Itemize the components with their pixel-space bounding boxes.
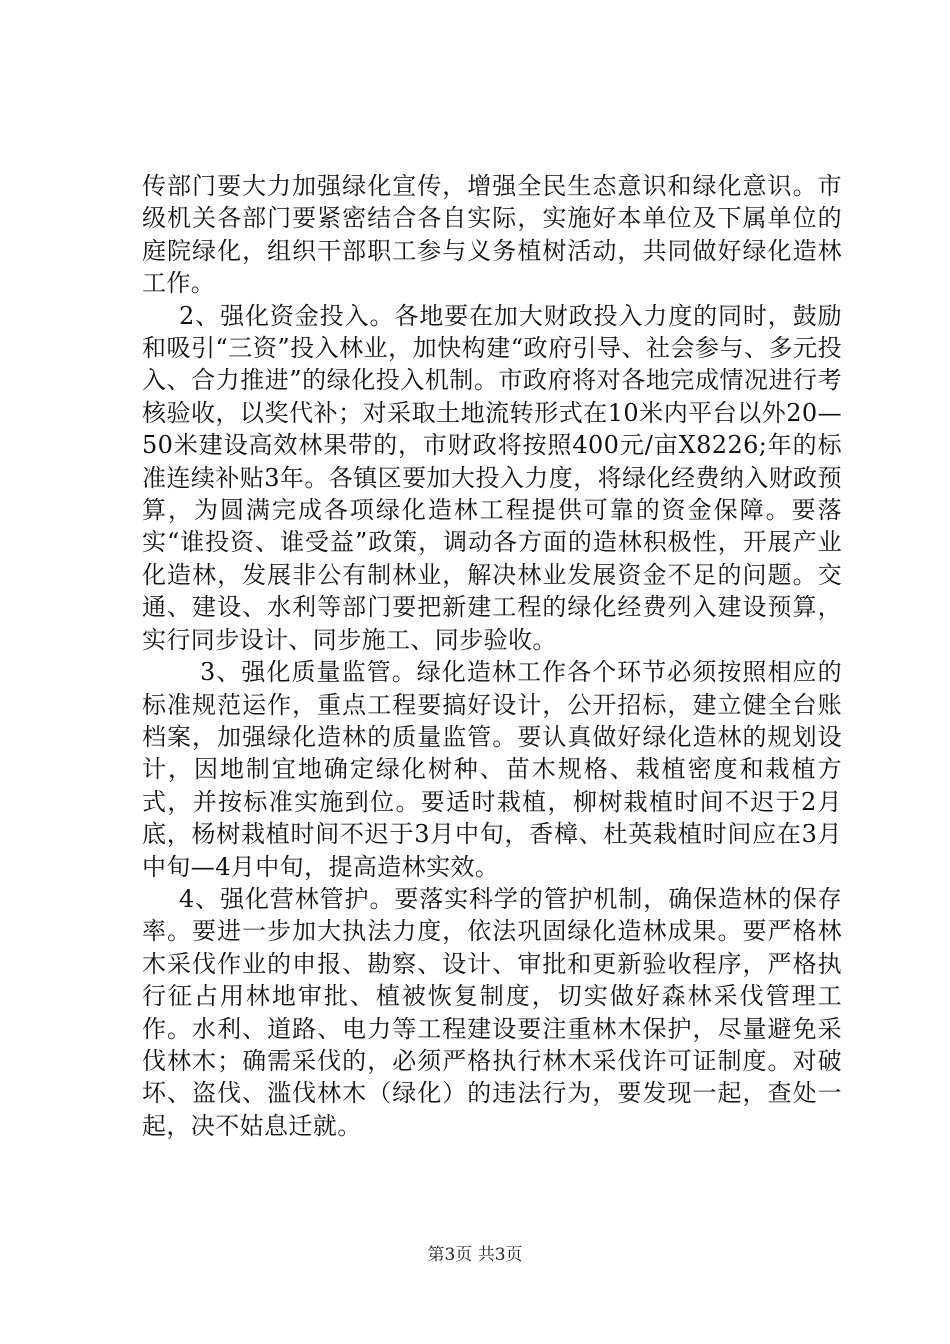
paragraph-funding-investment: 2、强化资金投入。各地要在加大财政投入力度的同时，鼓励和吸引“三资”投入林业，加快构建“政府引导、社会参与、多元投入、合力推进”的绿化投入机制。市政府将对各地完成情况进行考核验收，以奖代补；对采取土地流转形式在10米内平台以外20—50米建设高效林果带的，市财政将按照400元/亩X8226;年的标准连续补贴3年。各镇区要加大投入力度，将绿化经费纳入财政预算，为圆满完成各项绿化造林工程提供可靠的资金保障。要落实“谁投资、谁受益”政策，调动各方面的造林积极性，开展产业化造林，发展非公有制林业，解决林业发展资金不足的问题。交通、建设、水利等部门要把新建工程的绿化经费列入建设预算，实行同步设计、同步施工、同步验收。 [142, 301, 842, 654]
page-footer: 第3页 共3页 [427, 1245, 523, 1265]
paragraph-continuation: 传部门要大力加强绿化宣传，增强全民生态意识和绿化意识。市级机关各部门要紧密结合各自实际，实施好本单位及下属单位的庭院绿化，组织干部职工参与义务植树活动，共同做好绿化造林工作。 [142, 172, 842, 298]
paragraph-quality-supervision: 3、强化质量监管。绿化造林工作各个环节必须按照相应的标准规范运作，重点工程要搞好设计，公开招标，建立健全台账档案，加强绿化造林的质量监管。要认真做好绿化造林的规划设计，因地制宜地确定绿化树种、苗木规格、栽植密度和栽植方式，并按标准实施到位。要适时栽植，柳树栽植时间不迟于2月底，杨树栽植时间不迟于3月中旬，香樟、杜英栽植时间应在3月中旬—4月中旬，提高造林实效。 [142, 658, 842, 881]
document-body [142, 170, 842, 1142]
paragraph-forest-management: 4、强化营林管护。要落实科学的管护机制，确保造林的保存率。要进一步加大执法力度，依法巩固绿化造林成果。要严格林木采伐作业的申报、勘察、设计、审批和更新验收程序，严格执行征占用林地审批、植被恢复制度，切实做好森林采伐管理工作。水利、道路、电力等工程建设要注重林木保护，尽量避免采伐林木；确需采伐的，必须严格执行林木采伐许可证制度。对破坏、盗伐、滥伐林木（绿化）的违法行为，要发现一起，查处一起，决不姑息迁就。 [142, 884, 842, 1140]
